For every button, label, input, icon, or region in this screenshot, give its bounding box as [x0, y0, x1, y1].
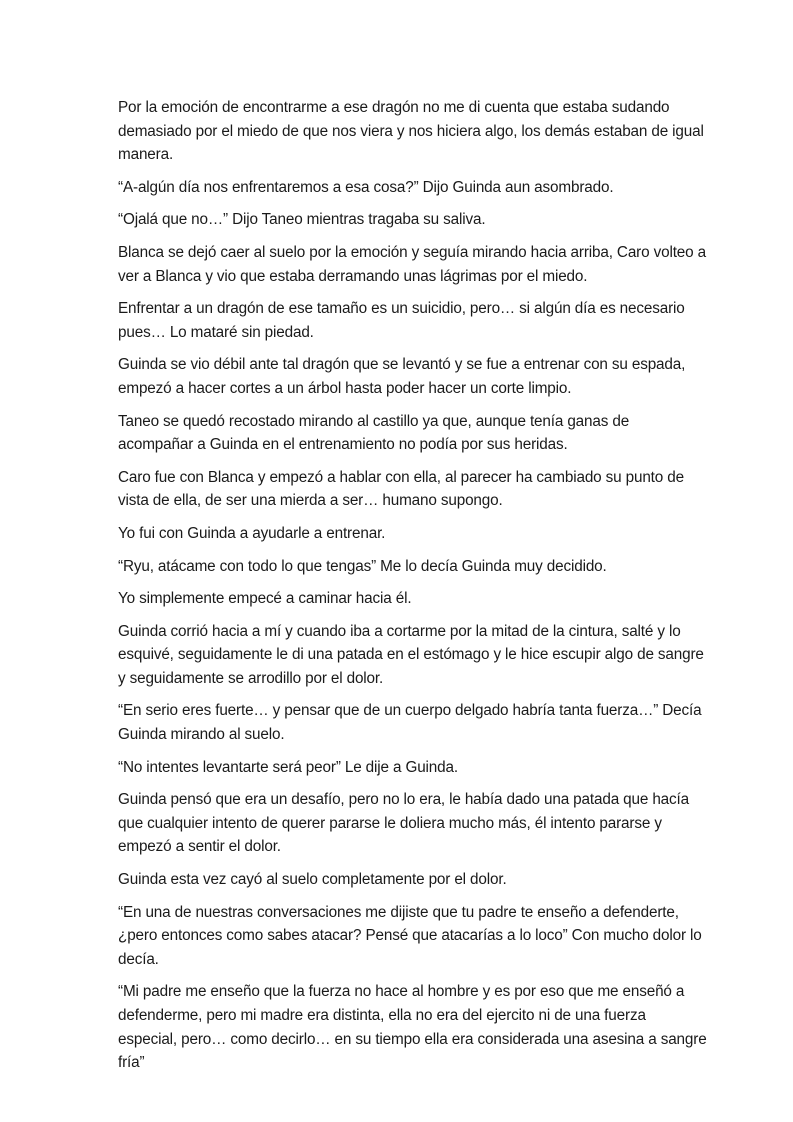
paragraph: Guinda corrió hacia a mí y cuando iba a cortarme por la mitad de la cintura, salté y lo esquivé, seguidamente le di una patada en el estómago y le hice escupir algo de sangre y seguidamente se arrodillo por el dolor.: [118, 622, 704, 687]
paragraph: Blanca se dejó caer al suelo por la emoción y seguía mirando hacia arriba, Caro volteo a ver a Blanca y vio que estaba derramando unas lágrimas por el miedo.: [118, 243, 706, 285]
paragraph: Guinda pensó que era un desafío, pero no lo era, le había dado una patada que hacía que cualquier intento de querer pararse le doliera mucho más, él intento pararse y empezó a sentir el dolor.: [118, 791, 689, 856]
paragraph: Caro fue con Blanca y empezó a hablar con ella, al parecer ha cambiado su punto de vista de ella, de ser una mierda a ser… humano supongo.: [118, 468, 684, 510]
paragraph: Yo simplemente empecé a caminar hacia él.: [118, 590, 412, 608]
paragraph: Guinda se vio débil ante tal dragón que se levantó y se fue a entrenar con su espada, empezó a hacer cortes a un árbol hasta poder hacer un corte limpio.: [118, 356, 686, 397]
paragraph: “No intentes levantarte será peor” Le dije a Guinda.: [118, 758, 458, 776]
paragraph: Enfrentar a un dragón de ese tamaño es un suicidio, pero… si algún día es necesario pues… Lo mataré sin piedad.: [118, 300, 685, 341]
paragraph: “A-algún día nos enfrentaremos a esa cosa?” Dijo Guinda aun asombrado.: [118, 178, 614, 196]
paragraph: “Ojalá que no…” Dijo Taneo mientras tragaba su saliva.: [118, 211, 486, 229]
paragraph: Yo fui con Guinda a ayudarle a entrenar.: [118, 524, 386, 542]
paragraph: “Ryu, atácame con todo lo que tengas” Me lo decía Guinda muy decidido.: [118, 557, 607, 575]
paragraph: “En una de nuestras conversaciones me dijiste que tu padre te enseño a defenderte, ¿pero entonces como sabes atacar? Pensé que atacarías a lo loco” Con mucho dolor lo decía.: [118, 903, 702, 968]
document-body: [118, 96, 708, 1084]
paragraph: Por la emoción de encontrarme a ese dragón no me di cuenta que estaba sudando demasiado por el miedo de que nos viera y nos hiciera algo, los demás estaban de igual manera.: [118, 99, 704, 164]
paragraph: Taneo se quedó recostado mirando al castillo ya que, aunque tenía ganas de acompañar a Guinda en el entrenamiento no podía por sus heridas.: [118, 412, 630, 454]
paragraph: Guinda esta vez cayó al suelo completamente por el dolor.: [118, 871, 507, 889]
paragraph: “En serio eres fuerte… y pensar que de un cuerpo delgado habría tanta fuerza…” Decía Guinda mirando al suelo.: [118, 702, 702, 744]
paragraph: “Mi padre me enseño que la fuerza no hace al hombre y es por eso que me enseñó a defenderme, pero mi madre era distinta, ella no era del ejercito ni de una fuerza especial, pero… como decirlo… en su tiempo ella era considerada una asesina a sangre fría”: [118, 983, 707, 1072]
